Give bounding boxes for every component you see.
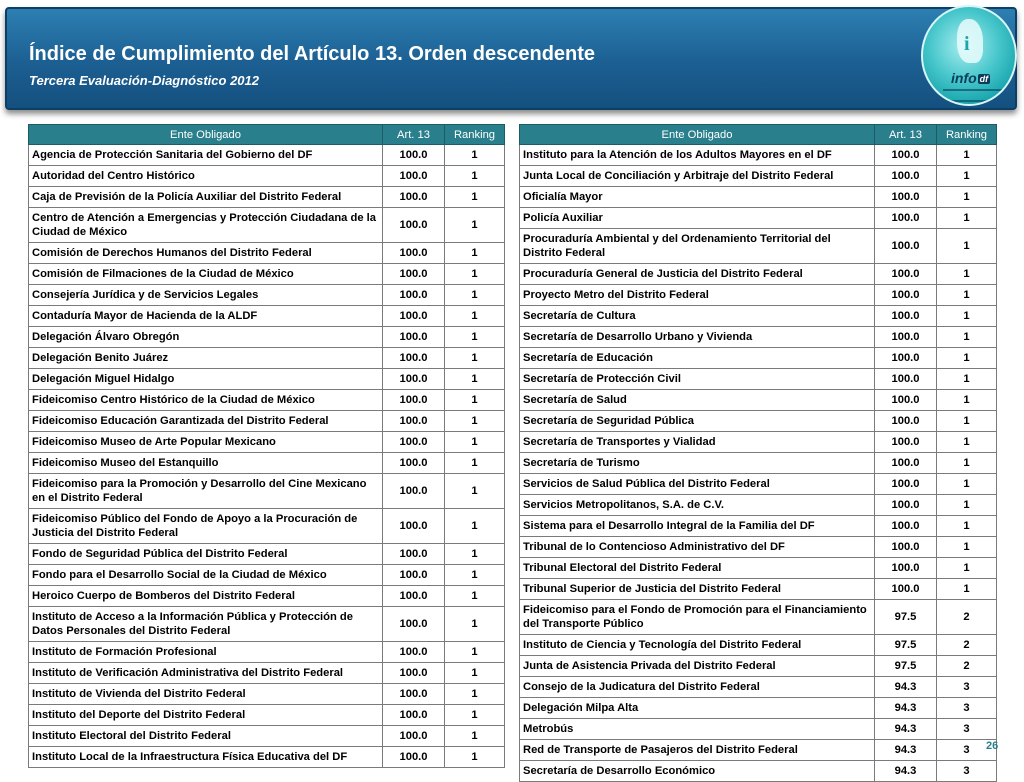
ente-cell: Secretaría de Desarrollo Urbano y Vivienda [520,327,875,348]
ranking-cell: 1 [445,726,505,747]
art13-cell: 100.0 [383,327,445,348]
ente-cell: Fideicomiso Museo de Arte Popular Mexicano [29,432,383,453]
ente-cell: Procuraduría Ambiental y del Ordenamiento Territorial del Distrito Federal [520,229,875,264]
ente-cell: Fideicomiso para el Fondo de Promoción para el Financiamiento del Transporte Público [520,600,875,635]
ranking-cell: 1 [445,369,505,390]
ente-cell: Secretaría de Cultura [520,306,875,327]
ente-cell: Fideicomiso Centro Histórico de la Ciudad de México [29,390,383,411]
table-row [520,411,997,432]
ente-cell: Instituto Electoral del Distrito Federal [29,726,383,747]
ranking-cell: 1 [445,684,505,705]
table-row [29,145,505,166]
table-row [29,432,505,453]
page-title: Índice de Cumplimiento del Artículo 13. Orden descendente [29,43,596,65]
table-row [520,516,997,537]
ente-cell: Comisión de Derechos Humanos del Distrito Federal [29,243,383,264]
ranking-cell: 1 [937,229,997,264]
ente-cell: Procuraduría General de Justicia del Distrito Federal [520,264,875,285]
info-i-icon: i [964,33,970,55]
ranking-cell: 1 [445,705,505,726]
table-row [29,642,505,663]
table-row [520,719,997,740]
ranking-cell: 1 [445,474,505,509]
art13-cell: 100.0 [383,264,445,285]
logo-caption-lines [943,89,1003,102]
ranking-cell: 1 [445,264,505,285]
art13-cell: 100.0 [383,411,445,432]
art13-cell: 100.0 [383,187,445,208]
ente-cell: Delegación Álvaro Obregón [29,327,383,348]
ente-cell: Fideicomiso Educación Garantizada del Distrito Federal [29,411,383,432]
table-row [29,607,505,642]
ente-cell: Centro de Atención a Emergencias y Protección Ciudadana de la Ciudad de México [29,208,383,243]
art13-cell: 100.0 [383,145,445,166]
table-row [29,306,505,327]
ranking-cell: 1 [445,327,505,348]
table-row [520,208,997,229]
page-number: 26 [986,740,999,752]
ranking-cell: 1 [937,264,997,285]
ranking-cell: 3 [937,677,997,698]
art13-cell: 100.0 [383,390,445,411]
ente-cell: Secretaría de Educación [520,348,875,369]
art13-cell: 100.0 [875,390,937,411]
table-row [520,348,997,369]
ranking-table-left [28,124,505,768]
ente-cell: Instituto Local de la Infraestructura Física Educativa del DF [29,747,383,768]
art13-cell: 97.5 [875,656,937,677]
ente-cell: Fondo para el Desarrollo Social de la Ciudad de México [29,565,383,586]
table-row [29,726,505,747]
art13-cell: 100.0 [383,509,445,544]
table-row [29,327,505,348]
ente-cell: Contaduría Mayor de Hacienda de la ALDF [29,306,383,327]
title-banner [5,7,1017,110]
table-row [520,579,997,600]
ente-cell: Tribunal Superior de Justicia del Distrito Federal [520,579,875,600]
ente-cell: Fideicomiso para la Promoción y Desarrollo del Cine Mexicano en el Distrito Federal [29,474,383,509]
ente-cell: Heroico Cuerpo de Bomberos del Distrito Federal [29,586,383,607]
table-row [29,369,505,390]
ente-cell: Secretaría de Salud [520,390,875,411]
ranking-cell: 1 [445,208,505,243]
ranking-cell: 1 [937,453,997,474]
ente-cell: Oficialía Mayor [520,187,875,208]
ranking-cell: 1 [445,348,505,369]
table-row [520,495,997,516]
art13-cell: 94.3 [875,698,937,719]
ranking-cell: 1 [445,509,505,544]
ente-cell: Tribunal Electoral del Distrito Federal [520,558,875,579]
art13-cell: 100.0 [875,285,937,306]
ente-cell: Fondo de Seguridad Pública del Distrito Federal [29,544,383,565]
ranking-cell: 1 [937,390,997,411]
ente-cell: Consejo de la Judicatura del Distrito Federal [520,677,875,698]
table-row [29,663,505,684]
ranking-cell: 3 [937,698,997,719]
ente-cell: Sistema para el Desarrollo Integral de la Familia del DF [520,516,875,537]
art13-cell: 100.0 [875,327,937,348]
table-row [29,747,505,768]
table-row [29,586,505,607]
art13-cell: 94.3 [875,719,937,740]
table-row [29,684,505,705]
art13-cell: 100.0 [875,516,937,537]
infodf-logo [921,5,1017,106]
ente-cell: Instituto del Deporte del Distrito Federal [29,705,383,726]
art13-cell: 100.0 [383,544,445,565]
ranking-cell: 1 [937,474,997,495]
ente-cell: Instituto de Ciencia y Tecnología del Distrito Federal [520,635,875,656]
ranking-cell: 1 [445,607,505,642]
logo-badge: df [979,74,989,84]
table-row [520,145,997,166]
column-header-ranking: Ranking [445,125,505,145]
art13-cell: 100.0 [383,474,445,509]
table-header-row [29,125,505,145]
ranking-cell: 1 [445,145,505,166]
ranking-cell: 2 [937,635,997,656]
art13-cell: 100.0 [875,432,937,453]
table-row [29,509,505,544]
art13-cell: 100.0 [875,558,937,579]
art13-cell: 100.0 [383,684,445,705]
ente-cell: Tribunal de lo Contencioso Administrativo del DF [520,537,875,558]
table-row [29,474,505,509]
art13-cell: 100.0 [383,642,445,663]
ranking-cell: 1 [937,537,997,558]
ranking-cell: 1 [937,187,997,208]
ente-cell: Agencia de Protección Sanitaria del Gobierno del DF [29,145,383,166]
table-row [520,453,997,474]
ranking-cell: 1 [937,495,997,516]
art13-cell: 100.0 [875,495,937,516]
art13-cell: 100.0 [875,453,937,474]
column-header-art13: Art. 13 [383,125,445,145]
ranking-cell: 1 [445,390,505,411]
table-row [520,229,997,264]
art13-cell: 100.0 [875,411,937,432]
ente-cell: Autoridad del Centro Histórico [29,166,383,187]
table-row [520,740,997,761]
ente-cell: Policía Auxiliar [520,208,875,229]
ente-cell: Servicios Metropolitanos, S.A. de C.V. [520,495,875,516]
art13-cell: 100.0 [875,166,937,187]
table-row [520,264,997,285]
ranking-cell: 1 [937,348,997,369]
art13-cell: 94.3 [875,677,937,698]
table-row [29,166,505,187]
table-row [29,187,505,208]
ranking-cell: 1 [937,166,997,187]
art13-cell: 100.0 [875,474,937,495]
ranking-cell: 1 [937,558,997,579]
art13-cell: 100.0 [383,369,445,390]
table-header-row [520,125,997,145]
ente-cell: Red de Transporte de Pasajeros del Distrito Federal [520,740,875,761]
ente-cell: Servicios de Salud Pública del Distrito Federal [520,474,875,495]
art13-cell: 100.0 [383,747,445,768]
ranking-cell: 1 [445,663,505,684]
art13-cell: 100.0 [875,348,937,369]
ranking-cell: 1 [937,516,997,537]
art13-cell: 100.0 [383,663,445,684]
table-row [520,600,997,635]
ente-cell: Delegación Miguel Hidalgo [29,369,383,390]
ranking-cell: 1 [445,166,505,187]
table-row [520,327,997,348]
art13-cell: 100.0 [875,369,937,390]
column-header-art13: Art. 13 [875,125,937,145]
ranking-cell: 1 [937,327,997,348]
art13-cell: 100.0 [383,432,445,453]
art13-cell: 100.0 [875,187,937,208]
column-header-ente: Ente Obligado [520,125,875,145]
table-row [29,453,505,474]
art13-cell: 100.0 [875,264,937,285]
table-row [29,243,505,264]
ranking-cell: 3 [937,719,997,740]
ranking-cell: 1 [445,642,505,663]
ente-cell: Secretaría de Desarrollo Económico [520,761,875,782]
ente-cell: Proyecto Metro del Distrito Federal [520,285,875,306]
ranking-cell: 1 [937,411,997,432]
ente-cell: Fideicomiso Museo del Estanquillo [29,453,383,474]
ente-cell: Delegación Benito Juárez [29,348,383,369]
table-row [520,537,997,558]
ranking-cell: 3 [937,740,997,761]
ente-cell: Fideicomiso Público del Fondo de Apoyo a la Procuración de Justicia del Distrito Federal [29,509,383,544]
table-row [520,635,997,656]
ranking-cell: 1 [445,411,505,432]
table-row [520,677,997,698]
art13-cell: 100.0 [383,453,445,474]
ente-cell: Caja de Previsión de la Policía Auxiliar del Distrito Federal [29,187,383,208]
map-icon [957,19,983,63]
column-header-ranking: Ranking [937,125,997,145]
table-row [520,166,997,187]
ente-cell: Instituto para la Atención de los Adultos Mayores en el DF [520,145,875,166]
table-row [29,565,505,586]
column-header-ente: Ente Obligado [29,125,383,145]
ranking-cell: 1 [445,432,505,453]
table-row [520,761,997,782]
ranking-cell: 1 [937,369,997,390]
art13-cell: 97.5 [875,635,937,656]
table-row [520,698,997,719]
ente-cell: Secretaría de Turismo [520,453,875,474]
art13-cell: 100.0 [383,166,445,187]
ente-cell: Secretaría de Protección Civil [520,369,875,390]
table-row [29,348,505,369]
art13-cell: 100.0 [383,348,445,369]
ente-cell: Instituto de Verificación Administrativa del Distrito Federal [29,663,383,684]
ente-cell: Instituto de Acceso a la Información Pública y Protección de Datos Personales del Distrito Federal [29,607,383,642]
ranking-cell: 1 [445,586,505,607]
ranking-cell: 1 [445,285,505,306]
art13-cell: 100.0 [383,306,445,327]
ranking-cell: 1 [445,747,505,768]
ente-cell: Secretaría de Seguridad Pública [520,411,875,432]
ente-cell: Junta Local de Conciliación y Arbitraje del Distrito Federal [520,166,875,187]
table-row [520,285,997,306]
ranking-cell: 1 [937,145,997,166]
table-row [29,264,505,285]
art13-cell: 100.0 [875,579,937,600]
art13-cell: 100.0 [875,145,937,166]
table-row [520,187,997,208]
table-row [29,705,505,726]
ranking-cell: 1 [445,187,505,208]
table-row [29,390,505,411]
table-row [29,544,505,565]
ente-cell: Secretaría de Transportes y Vialidad [520,432,875,453]
ente-cell: Instituto de Formación Profesional [29,642,383,663]
table-row [520,369,997,390]
ente-cell: Instituto de Vivienda del Distrito Federal [29,684,383,705]
art13-cell: 100.0 [383,243,445,264]
table-row [520,558,997,579]
table-row [520,306,997,327]
art13-cell: 100.0 [383,586,445,607]
art13-cell: 100.0 [875,537,937,558]
ranking-cell: 1 [445,306,505,327]
ranking-cell: 3 [937,761,997,782]
art13-cell: 100.0 [383,607,445,642]
table-row [29,285,505,306]
art13-cell: 100.0 [383,208,445,243]
ranking-cell: 1 [445,544,505,565]
art13-cell: 94.3 [875,761,937,782]
table-row [520,474,997,495]
art13-cell: 100.0 [875,229,937,264]
ranking-table-right [519,124,997,782]
page-subtitle: Tercera Evaluación-Diagnóstico 2012 [29,73,260,88]
logo-text: info df [951,70,989,86]
art13-cell: 100.0 [383,726,445,747]
ente-cell: Metrobús [520,719,875,740]
ranking-cell: 1 [937,208,997,229]
art13-cell: 100.0 [383,565,445,586]
ente-cell: Junta de Asistencia Privada del Distrito Federal [520,656,875,677]
art13-cell: 100.0 [875,306,937,327]
ranking-cell: 1 [937,579,997,600]
table-row [520,390,997,411]
art13-cell: 100.0 [383,705,445,726]
ente-cell: Delegación Milpa Alta [520,698,875,719]
table-row [520,432,997,453]
ente-cell: Consejería Jurídica y de Servicios Legales [29,285,383,306]
ranking-cell: 1 [445,565,505,586]
ranking-cell: 1 [445,453,505,474]
art13-cell: 100.0 [383,285,445,306]
ranking-cell: 2 [937,656,997,677]
table-row [520,656,997,677]
ranking-cell: 1 [937,306,997,327]
ranking-cell: 1 [937,432,997,453]
ranking-cell: 1 [937,285,997,306]
ente-cell: Comisión de Filmaciones de la Ciudad de México [29,264,383,285]
art13-cell: 100.0 [875,208,937,229]
ranking-cell: 2 [937,600,997,635]
table-row [29,411,505,432]
ranking-cell: 1 [445,243,505,264]
table-row [29,208,505,243]
art13-cell: 97.5 [875,600,937,635]
art13-cell: 94.3 [875,740,937,761]
